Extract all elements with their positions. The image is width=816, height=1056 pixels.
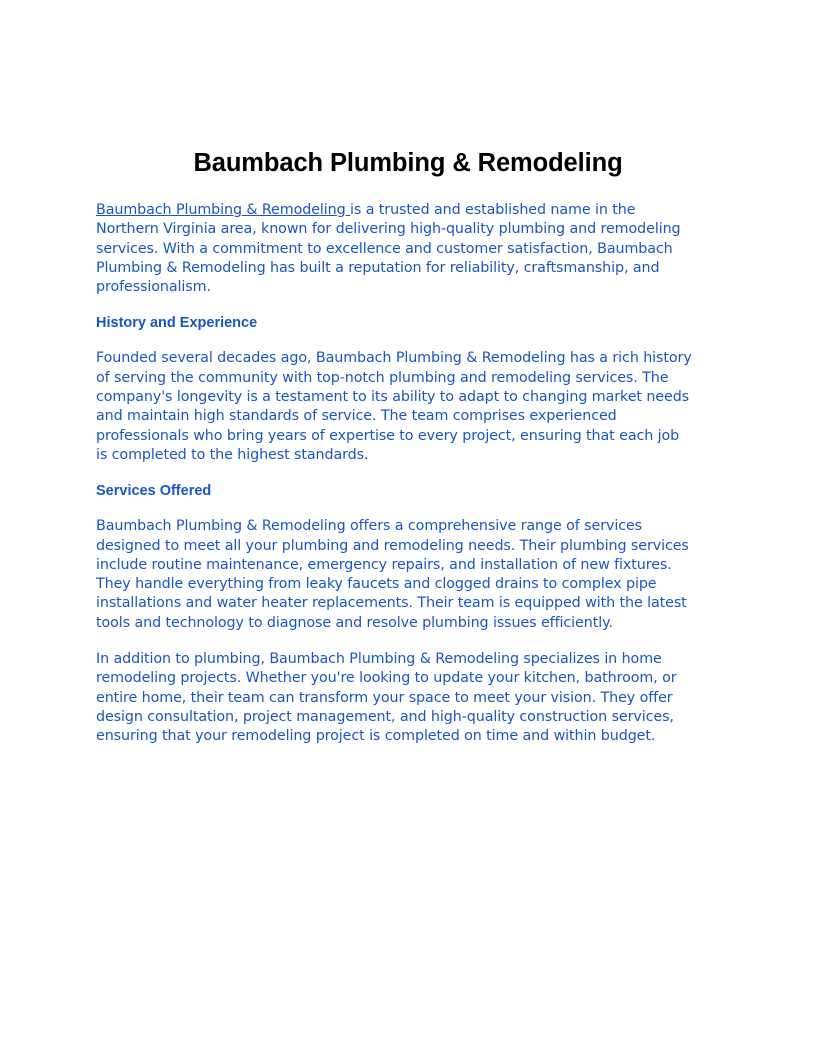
intro-text: is a trusted and established name in the Northern Virginia area, known for delivering high-quality plumbing and remodeling services. With a commitment to excellence and customer satisfaction, Baumbach Plumbing & Remodeling has built a reputation for reliability, craftsmanship, and professionalism. bbox=[96, 202, 681, 296]
remodeling-paragraph: In addition to plumbing, Baumbach Plumbing & Remodeling specializes in home remodeling projects. Whether you're looking to update your kitchen, bathroom, or entire home, their team can transform your space to meet your vision. They offer design consultation, project management, and high-quality construction services, ensuring that your remodeling project is completed on time and within budget. bbox=[96, 651, 677, 745]
page-title: Baumbach Plumbing & Remodeling bbox=[193, 149, 623, 177]
history-paragraph: Founded several decades ago, Baumbach Plumbing & Remodeling has a rich history of serving the community with top-notch plumbing and remodeling services. The company's longevity is a testament to its ability to adapt to changing market needs and maintain high standards of service. The team comprises experienced professionals who bring years of expertise to every project, ensuring that each job is completed to the highest standards. bbox=[96, 350, 692, 463]
section-heading-services: Services Offered bbox=[96, 483, 212, 500]
company-link[interactable]: Baumbach Plumbing & Remodeling bbox=[96, 202, 351, 218]
section-heading-history: History and Experience bbox=[96, 315, 258, 332]
intro-paragraph bbox=[96, 201, 720, 297]
document-page bbox=[96, 147, 720, 764]
services-paragraph: Baumbach Plumbing & Remodeling offers a comprehensive range of services designed to meet all your plumbing and remodeling needs. Their plumbing services include routine maintenance, emergency repairs, and installation of new fixtures. They handle everything from leaky faucets and clogged drains to complex pipe installations and water heater replacements. Their team is equipped with the latest tools and technology to diagnose and resolve plumbing issues efficiently. bbox=[96, 518, 689, 631]
